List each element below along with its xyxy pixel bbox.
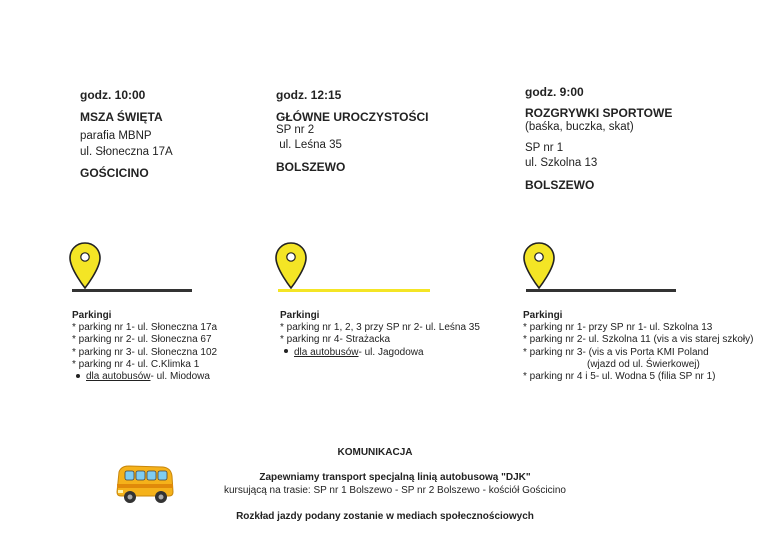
timeline-line-1 <box>72 289 192 292</box>
parking-3-row: * parking nr 4 i 5- ul. Wodna 5 (filia SP nr 1) <box>523 371 716 383</box>
parking-3-row: * parking nr 1- przy SP nr 1- ul. Szkolna 13 <box>523 322 713 333</box>
event-1-title: MSZA ŚWIĘTA <box>80 110 163 124</box>
parking-2-bus-row <box>280 347 480 359</box>
map-pin-icon <box>274 241 308 291</box>
event-3-town: BOLSZEWO <box>525 178 595 192</box>
parking-1-heading: Parkingi <box>72 310 112 321</box>
event-2-time: godz. 12:15 <box>276 88 342 102</box>
map-pin-icon <box>68 241 102 291</box>
parking-3-heading: Parkingi <box>523 310 563 321</box>
event-1-line-1: parafia MBNP <box>80 130 152 142</box>
map-pin-icon <box>522 241 556 291</box>
event-1-line-2: ul. Słoneczna 17A <box>80 146 173 158</box>
parking-2-row: * parking nr 4- Strażacka <box>280 334 391 346</box>
bus-parking-label: dla autobusów <box>294 346 359 358</box>
bus-parking-street: - ul. Miodowa <box>150 371 210 383</box>
event-2-town: BOLSZEWO <box>276 160 346 174</box>
event-2-line-2: ul. Leśna 35 <box>276 139 342 151</box>
communication-line-2: kursującą na trasie: SP nr 1 Bolszewo - SP nr 2 Bolszewo - kościół Gościcino <box>223 485 566 496</box>
event-2-line-1: SP nr 2 <box>276 124 315 136</box>
event-3-subtitle: (baśka, buczka, skat) <box>525 121 634 133</box>
parking-3-list <box>523 322 753 383</box>
timeline-line-3 <box>526 289 676 292</box>
parking-2-heading: Parkingi <box>280 310 320 321</box>
parking-1-row: * parking nr 1- ul. Słoneczna 17a <box>72 322 218 333</box>
event-2-title: GŁÓWNE UROCZYSTOŚCI <box>276 110 429 124</box>
parking-1-row: * parking nr 4- ul. C.Klimka 1 <box>72 358 200 370</box>
communication-line-1: Zapewniamy transport specjalną linią autobusową "DJK" <box>259 472 531 483</box>
event-1-time: godz. 10:00 <box>80 88 146 102</box>
event-3-time: godz. 9:00 <box>525 85 584 99</box>
timeline-line-2 <box>278 289 430 292</box>
school-bus-icon <box>113 462 177 506</box>
parking-1-row: * parking nr 3- ul. Słoneczna 102 <box>72 346 218 358</box>
bus-parking-label: dla autobusów <box>86 371 151 383</box>
bullet-icon <box>76 374 80 378</box>
event-3-line-1: SP nr 1 <box>525 142 564 154</box>
parking-1-list <box>72 322 217 383</box>
bullet-icon <box>284 349 288 353</box>
parking-2-row: * parking nr 1, 2, 3 przy SP nr 2- ul. Leśna 35 <box>280 322 480 333</box>
parking-3-row: * parking nr 2- ul. Szkolna 11 (vis a vis starej szkoły) <box>523 334 754 346</box>
communication-heading: KOMUNIKACJA <box>337 447 413 458</box>
parking-3-row: * parking nr 3- (vis a vis Porta KMI Poland <box>523 346 709 358</box>
parking-3-row: (wjazd od ul. Świerkowej) <box>587 358 700 370</box>
parking-1-bus-row <box>72 371 217 383</box>
parking-2-list <box>280 322 480 359</box>
event-3-title: ROZGRYWKI SPORTOWE <box>525 106 673 120</box>
event-1-town: GOŚCICINO <box>80 166 149 180</box>
communication-line-3: Rozkład jazdy podany zostanie w mediach społecznościowych <box>236 511 534 522</box>
parking-1-row: * parking nr 2- ul. Słoneczna 67 <box>72 334 212 346</box>
bus-parking-street: - ul. Jagodowa <box>358 346 424 358</box>
event-3-line-2: ul. Szkolna 13 <box>525 157 598 169</box>
